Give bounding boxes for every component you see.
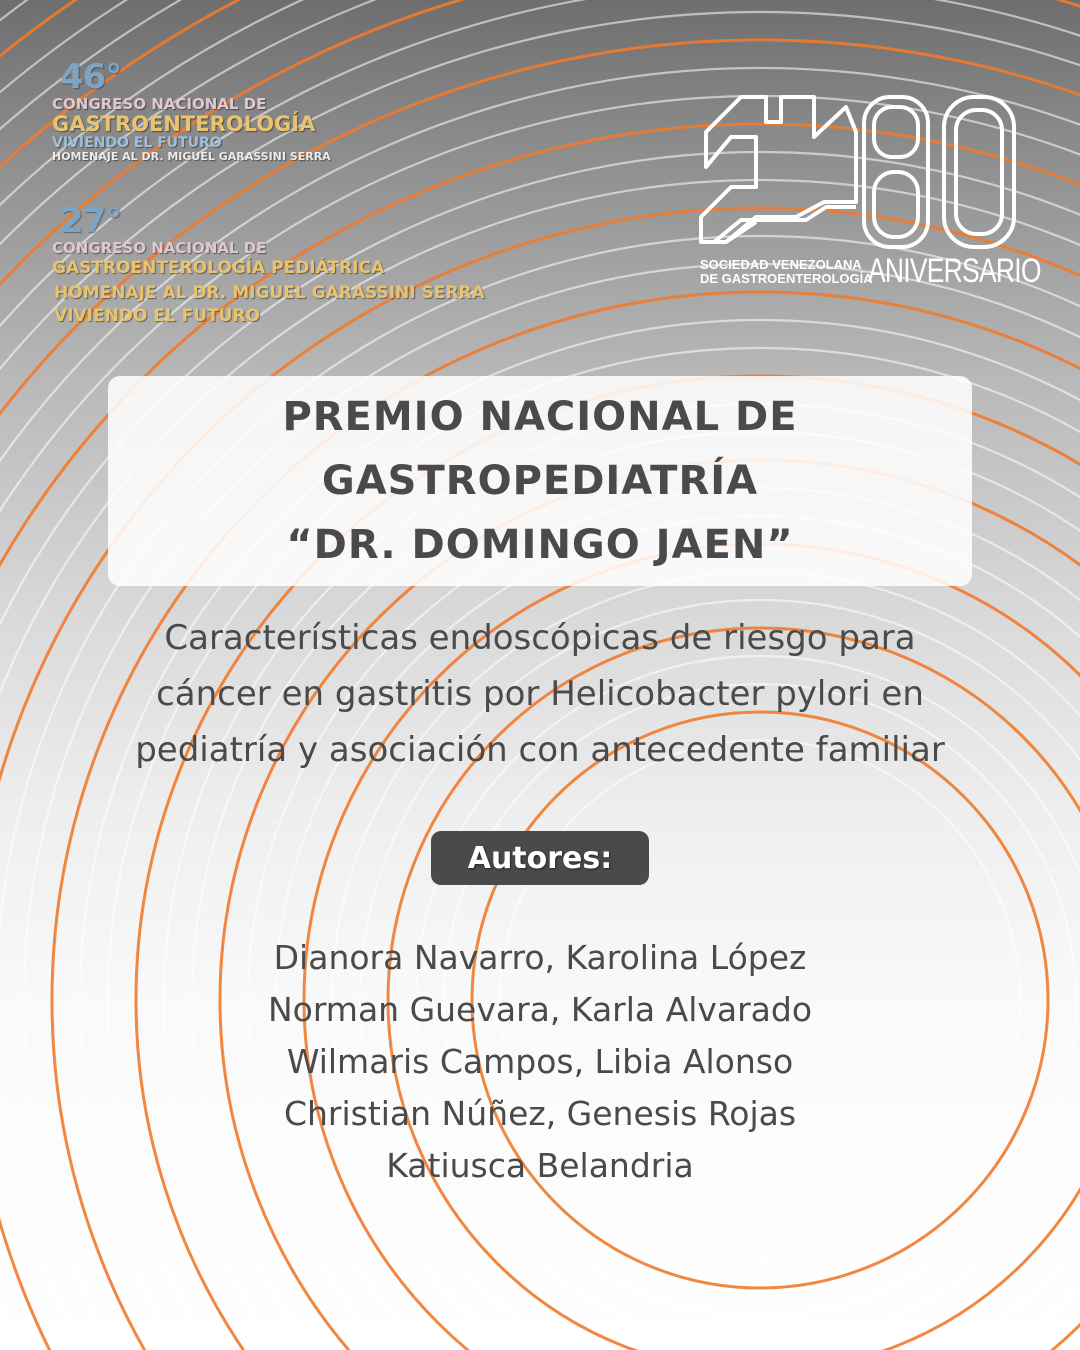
congress-27-number: 27° xyxy=(60,201,122,241)
author-line: Dianora Navarro, Karolina López xyxy=(273,938,807,977)
congress-27-line4: VIVIENDO EL FUTURO xyxy=(54,305,261,326)
study-title-line3: pediatría y asociación con antecedente familiar xyxy=(135,730,945,770)
anniversary-label: ANIVERSARIO xyxy=(868,252,1041,290)
author-line: Wilmaris Campos, Libia Alonso xyxy=(286,1042,794,1081)
study-title-line1: Características endoscópicas de riesgo para xyxy=(164,618,916,658)
authors-label: Autores: xyxy=(467,840,613,876)
congress-46-line1: CONGRESO NACIONAL DE xyxy=(52,95,267,113)
congress-27-line1: CONGRESO NACIONAL DE xyxy=(52,239,267,257)
award-title-box xyxy=(108,376,972,586)
congress-46-number: 46° xyxy=(60,57,122,97)
congress-46-line2: GASTROENTEROLOGÍA xyxy=(52,111,316,136)
society-name-line2: DE GASTROENTEROLOGÍA xyxy=(700,271,873,287)
society-anniversary-logo xyxy=(696,92,1041,290)
anniversary-80-icon xyxy=(696,92,1020,252)
society-name xyxy=(700,258,873,287)
author-line: Christian Núñez, Genesis Rojas xyxy=(283,1094,797,1133)
study-title-line2: cáncer en gastritis por Helicobacter pylori en xyxy=(156,674,924,714)
award-title-line1: PREMIO NACIONAL DE xyxy=(282,394,798,440)
authors-list xyxy=(40,932,1040,1192)
award-title-line2: GASTROPEDIATRÍA xyxy=(321,458,759,504)
author-line: Katiusca Belandria xyxy=(386,1146,694,1185)
congress-27-line3: HOMENAJE AL DR. MIGUEL GARASSINI SERRA xyxy=(54,283,485,304)
study-title xyxy=(40,610,1040,778)
congress-46-line3: VIVIENDO EL FUTURO xyxy=(52,134,222,151)
congress-46-line4: HOMENAJE AL DR. MIGUEL GARASSINI SERRA xyxy=(52,149,331,163)
congress-46-logo xyxy=(52,57,331,163)
congress-27-line2: GASTROENTEROLOGÍA PEDIÁTRICA xyxy=(52,257,385,278)
author-line: Norman Guevara, Karla Alvarado xyxy=(267,990,813,1029)
authors-badge xyxy=(431,831,649,885)
society-name-line1: SOCIEDAD VENEZOLANA xyxy=(700,257,862,272)
congress-27-logo xyxy=(52,201,485,326)
award-title-line3: “DR. DOMINGO JAEN” xyxy=(286,522,794,568)
